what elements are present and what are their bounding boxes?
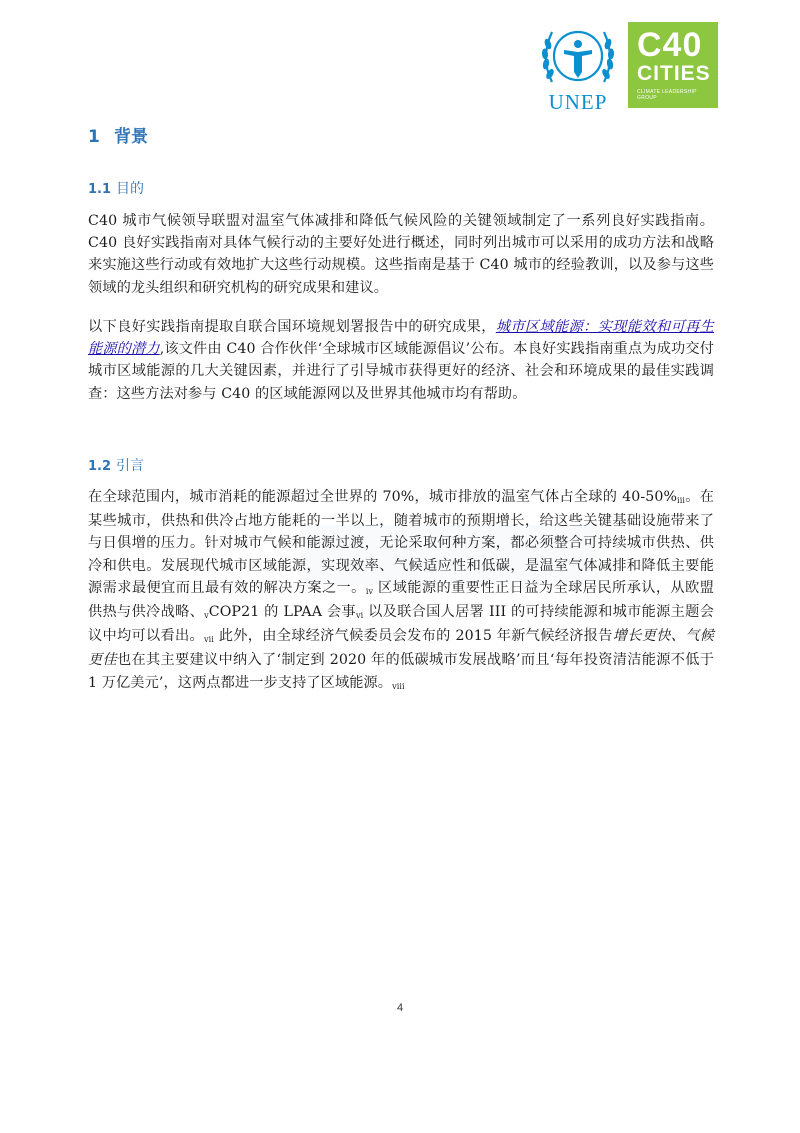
- heading-number: 1: [88, 127, 100, 147]
- heading-background: [88, 122, 148, 147]
- c40-wordmark: C40: [637, 26, 703, 64]
- footnote-ref[interactable]: vi: [355, 611, 364, 621]
- report-link[interactable]: 城市区域能源：实现能效和可再生能源的潜力: [88, 319, 714, 358]
- text-run: 此外，由全球经济气候委员会发布的 2015 年新气候经济报告: [213, 628, 613, 645]
- text-run: 。在某些城市，供热和供冷占地方能耗的一半以上，随着城市的预期增长，给这些关键基础设施带来了与日俱增的压力。针对城市气候和能源过渡，无论采取何种方案，都必须整合可持续城市供热、供冷和供电。发展现代城市区域能源，实现效率、气候适应性和低碳，是温室气体减排和降低主要能源需求最便宜而且最有效的解决方案之一。: [88, 489, 714, 596]
- heading-title: 目的: [116, 181, 144, 197]
- footnote-ref[interactable]: viii: [392, 681, 405, 691]
- heading-purpose: [88, 178, 144, 198]
- heading-title: 引言: [116, 458, 144, 474]
- paragraph-source: [88, 316, 714, 405]
- text-run: 区域能源的重要性正日益为全球居民所承认，从欧盟供热与供冷战略、: [88, 579, 714, 621]
- report-title-italic: 增长更快、气候更佳: [88, 628, 714, 669]
- heading-number: 1.2: [88, 459, 112, 474]
- footnote-ref[interactable]: v: [204, 611, 209, 621]
- footnote-ref[interactable]: iv: [365, 586, 374, 596]
- heading-title: 背景: [114, 127, 148, 147]
- paragraph-introduction: [88, 486, 714, 696]
- text-run: COP21 的 LPAA 会事: [208, 604, 356, 621]
- heading-number: 1.1: [88, 182, 112, 197]
- text-run: 以下良好实践指南提取自联合国环境规划署报告中的研究成果，: [88, 319, 496, 335]
- unep-logo: [536, 22, 620, 114]
- text-run: 也在其主要建议中纳入了‘制定到 2020 年的低碳城市发展战略’而且‘每年投资清洁能源不低于 1 万亿美元’，这两点都进一步支持了区域能源。: [88, 652, 715, 691]
- unep-wordmark: UNEP: [548, 90, 608, 114]
- page-number: 4: [396, 1002, 404, 1014]
- un-emblem-icon: [536, 22, 620, 92]
- heading-introduction: [88, 455, 144, 475]
- paragraph-purpose: C40 城市气候领导联盟对温室气体减排和降低气候风险的关键领域制定了一系列良好实践指南。C40 良好实践指南对具体气候行动的主要好处进行概述，同时列出城市可以采用的成功方法和战略来实施这些行动或有效地扩大这些行动规模。这些指南是基于 C40 城市的经验教训，以及参与这些领域的龙头组织和研究机构的研究成果和建议。: [88, 213, 714, 296]
- c40-cities-logo: [628, 22, 718, 108]
- footnote-ref[interactable]: vii: [203, 635, 214, 645]
- footnote-ref[interactable]: iii: [677, 496, 686, 505]
- text-run: 在全球范围内，城市消耗的能源超过全世界的 70%，城市排放的温室气体占全球的 40-50%: [88, 489, 678, 505]
- text-run: ,该文件由 C40 合作伙伴‘全球城市区域能源倡议’公布。本良好实践指南重点为成功交付城市区域能源的几大关键因素，并进行了引导城市获得更好的经济、社会和环境成果的最佳实践调查：这些方法对参与 C40 的区域能源网以及世界其他城市均有帮助。: [88, 341, 714, 402]
- logo-group: [536, 22, 718, 114]
- c40-tagline: CLIMATE LEADERSHIP GROUP: [637, 89, 697, 101]
- c40-cities-wordmark: CITIES: [637, 62, 711, 85]
- text-run: 以及联合国人居署 III 的可持续能源和城市能源主题会议中均可以看出。: [88, 604, 714, 645]
